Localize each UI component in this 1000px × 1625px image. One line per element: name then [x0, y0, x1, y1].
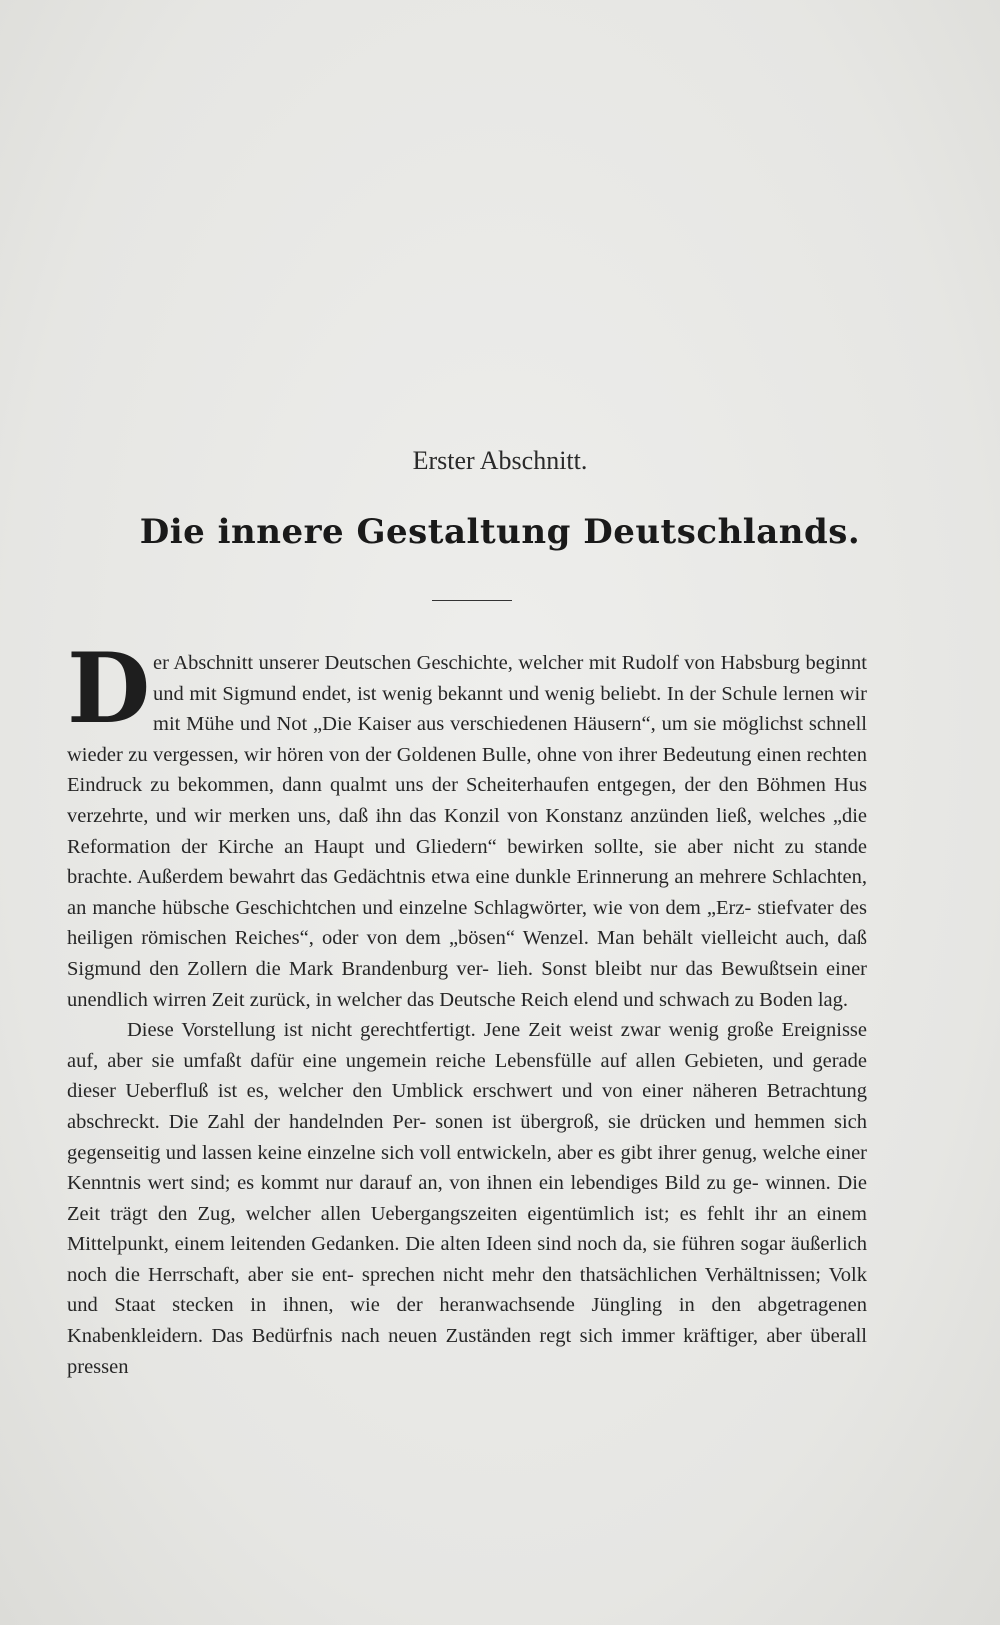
paragraph-1 [67, 632, 867, 1015]
paragraph-1-text: er Abschnitt unserer Deutschen Geschichte, welcher mit Rudolf von Habsburg beginnt und mit Sigmund endet, ist wenig bekannt und wenig beliebt. In der Schule lernen wir mit Mühe und Not „Die Kaiser aus verschiedenen Häusern“, um sie möglichst schnell wieder zu vergessen, wir hören von der Goldenen Bulle, ohne von ihrer Bedeutung einen rechten Eindruck zu bekommen, dann qualmt uns der Scheiterhaufen entgegen, der den Böhmen Hus verzehrte, und wir merken uns, daß ihn das Konzil von Konstanz anzünden ließ, welches „die Reformation der Kirche an Haupt und Gliedern“ bewirken sollte, sie aber nicht zu stande brachte. Außerdem bewahrt das Gedächtnis etwa eine dunkle Erinnerung an mehrere Schlachten, an manche hübsche Geschichtchen und einzelne Schlagwörter, wie von dem „Erz- stiefvater des heiligen römischen Reiches“, oder von dem „bösen“ Wenzel. Man behält vielleicht auch, daß Sigmund den Zollern die Mark Brandenburg ver- lieh. Sonst bleibt nur das Bewußtsein einer unendlich wirren Zeit zurück, in welcher das Deutsche Reich elend und schwach zu Boden lag. [67, 652, 867, 1011]
title-divider [432, 600, 512, 601]
chapter-title: Die innere Gestaltung Deutschlands. [139, 512, 861, 552]
drop-cap-initial: D [67, 632, 151, 745]
paragraph-2: Diese Vorstellung ist nicht gerechtfertigt. Jene Zeit weist zwar wenig große Ereignisse auf, aber sie umfaßt dafür eine ungemein reiche Lebensfülle auf allen Gebieten, und gerade dieser Ueberfluß ist es, welcher den Umblick erschwert und von einer näheren Betrachtung abschreckt. Die Zahl der handelnden Per- sonen ist übergroß, sie drücken und hemmen sich gegenseitig und lassen keine einzelne sich voll entwickeln, aber es gibt ihrer genug, welche einer Kenntnis wert sind; es kommt nur darauf an, von ihnen ein lebendiges Bild zu ge- winnen. Die Zeit trägt den Zug, welcher allen Uebergangszeiten eigentümlich ist; es fehlt ihr an einem Mittelpunkt, einem leitenden Gedanken. Die alten Ideen sind noch da, sie führen sogar äußerlich noch die Herrschaft, aber sie ent- sprechen nicht mehr den thatsächlichen Verhältnissen; Volk und Staat stecken in ihnen, wie der heranwachsende Jüngling in den abgetragenen Knabenkleidern. Das Bedürfnis nach neuen Zuständen regt sich immer kräftiger, aber überall pressen [67, 1019, 867, 1378]
section-heading: Erster Abschnitt. [412, 446, 588, 475]
body-text [67, 632, 867, 1382]
